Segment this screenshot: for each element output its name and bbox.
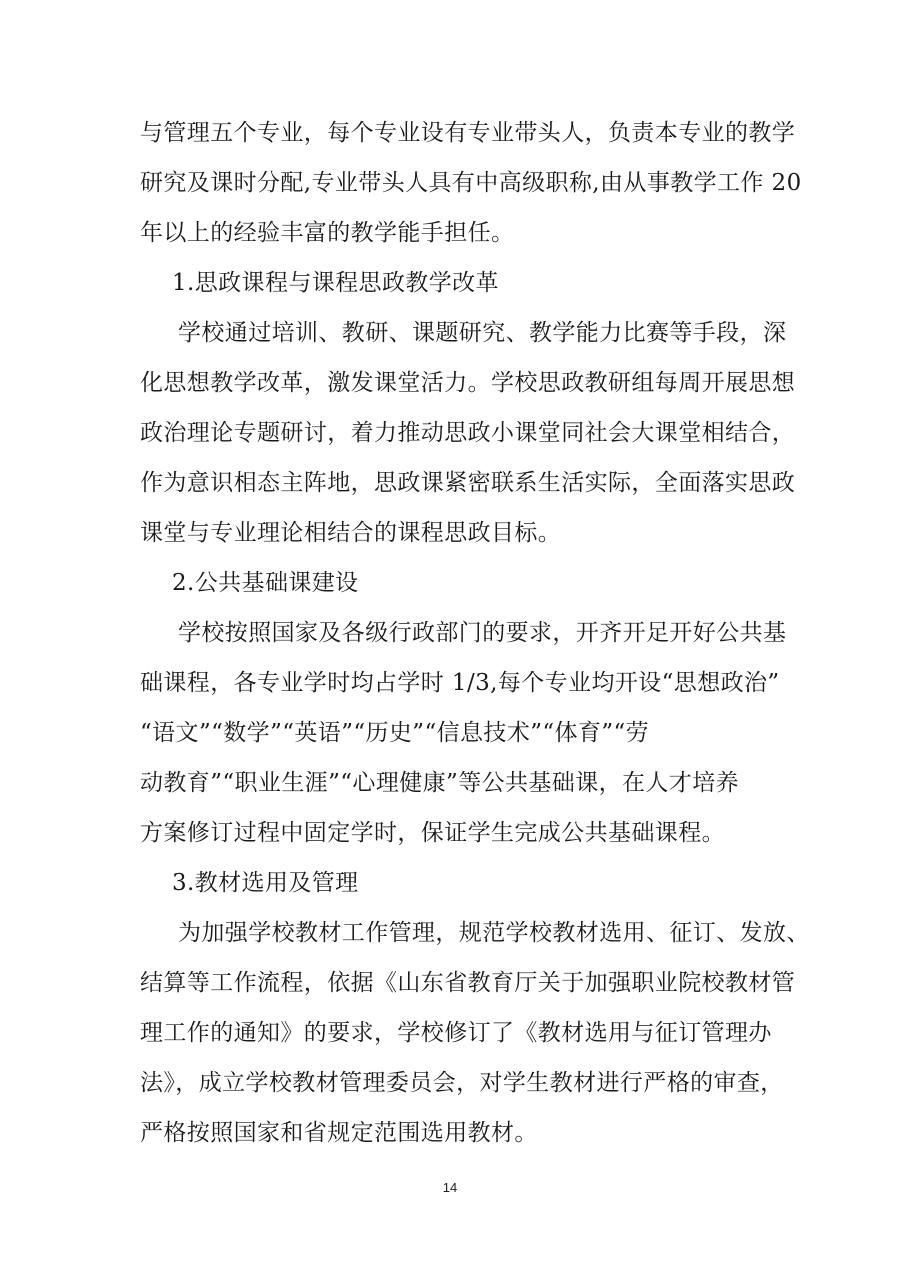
paragraph-line: 年以上的经验丰富的教学能手担任。: [140, 220, 515, 246]
paragraph-line: 结算等工作流程，依据《山东省教育厅关于加强职业院校教材管: [140, 970, 796, 996]
paragraph-line: 化思想教学改革，激发课堂活力。学校思政教研组每周开展思想: [140, 370, 796, 396]
paragraph-line: 法》，成立学校教材管理委员会，对学生教材进行严格的审查，: [140, 1070, 784, 1096]
page-number: 14: [442, 1180, 458, 1195]
paragraph-line: 方案修订过程中固定学时，保证学生完成公共基础课程。: [140, 820, 725, 846]
paragraph-line: 学校按照国家及各级行政部门的要求，开齐开足开好公共基: [178, 620, 787, 646]
paragraph-line: 作为意识相态主阵地，思政课紧密联系生活实际，全面落实思政: [140, 470, 796, 496]
paragraph-line: 础课程，各专业学时均占学时 1/3,每个专业均开设“思想政治”: [140, 670, 780, 696]
paragraph-line: 学校通过培训、教研、课题研究、教学能力比赛等手段，深: [178, 320, 787, 346]
paragraph-line: “语文”“数学”“英语”“历史”“信息技术”“体育”“劳: [140, 720, 650, 746]
paragraph-line: 理工作的通知》的要求，学校修订了《教材选用与征订管理办: [140, 1020, 772, 1046]
paragraph-line: 严格按照国家和省规定范围选用教材。: [140, 1120, 538, 1146]
paragraph-line: 研究及课时分配,专业带头人具有中高级职称,由从事教学工作 20: [140, 170, 802, 196]
section-heading: 1.思政课程与课程思政教学改革: [172, 270, 499, 296]
section-heading: 3.教材选用及管理: [172, 870, 359, 896]
paragraph-line: 课堂与专业理论相结合的课程思政目标。: [140, 520, 562, 546]
paragraph-line: 动教育”“职业生涯”“心理健康”等公共基础课，在人才培养: [140, 770, 739, 796]
paragraph-line: 与管理五个专业，每个专业设有专业带头人，负责本专业的教学: [140, 120, 796, 146]
section-heading: 2.公共基础课建设: [172, 570, 359, 596]
paragraph-line: 政治理论专题研讨，着力推动思政小课堂同社会大课堂相结合，: [140, 420, 796, 446]
paragraph-line: 为加强学校教材工作管理，规范学校教材选用、征订、发放、: [178, 920, 810, 946]
